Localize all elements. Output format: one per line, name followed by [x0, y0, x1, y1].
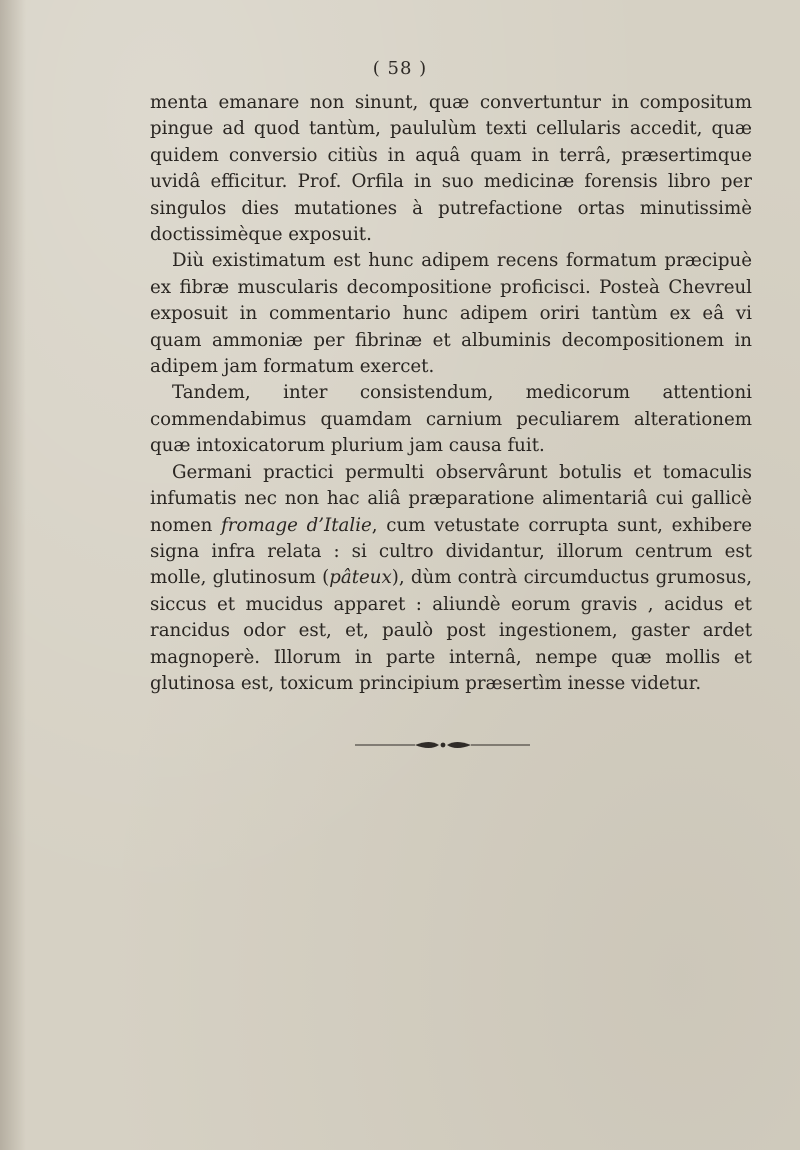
- paragraph-3: [150, 380, 752, 459]
- paragraph-4-text-b: , cum vetustate corrupta sunt, exhibere signa infra relata : si cultro dividantur, illorum centrum est molle, glutinosum (: [150, 514, 753, 589]
- paragraph-1: [150, 90, 752, 248]
- page-number: ( 58 ): [372, 58, 428, 79]
- body-text: [150, 90, 752, 697]
- page-gutter-shadow: [0, 0, 26, 1150]
- paragraph-2: [150, 248, 752, 380]
- paragraph-4: [150, 460, 752, 698]
- paragraph-1-text: menta emanare non sinunt, quæ convertuntur in compositum pingue ad quod tantùm, paululùm texti cellularis accedit, quæ quidem conversio citiùs in aquâ quam in terrâ, præsertimque uvidâ efficitur. Prof. Orfila in suo medicinæ forensis libro per singulos dies mutationes à putrefactione ortas minutissimè doctissimèque exposuit.: [150, 92, 752, 246]
- tailpiece-ornament: [355, 738, 530, 752]
- paragraph-4-text-c: ), dùm contrà circumductus grumosus, siccus et mucidus apparet : aliundè eorum gravis , acidus et rancidus odor est, et, paulò post ingestionem, gaster ardet magnoperè. Illorum in parte internâ, nempe quæ mollis et glutinosa est, toxicum principium præsertìm inesse videtur.: [150, 567, 752, 694]
- italic-term-fromage: fromage d’Italie: [221, 514, 372, 536]
- paragraph-4-text-a: Germani practici permulti observârunt botulis et tomaculis infumatis nec non hac aliâ præparatione alimentariâ cui gallicè nomen: [150, 461, 752, 536]
- paragraph-2-text: Diù existimatum est hunc adipem recens formatum præcipuè ex fibræ muscularis decompositione proficisci. Posteà Chevreul exposuit in commentario hunc adipem oriri tantùm ex eâ vi quam ammoniæ per fibrinæ et albuminis decompositionem in adipem jam formatum exercet.: [150, 250, 752, 378]
- paragraph-3-text: Tandem, inter consistendum, medicorum attentioni commendabimus quamdam carnium peculiarem alterationem quæ intoxicatorum plurium jam causa fuit.: [150, 382, 752, 457]
- italic-term-pateux: pâteux: [329, 567, 392, 589]
